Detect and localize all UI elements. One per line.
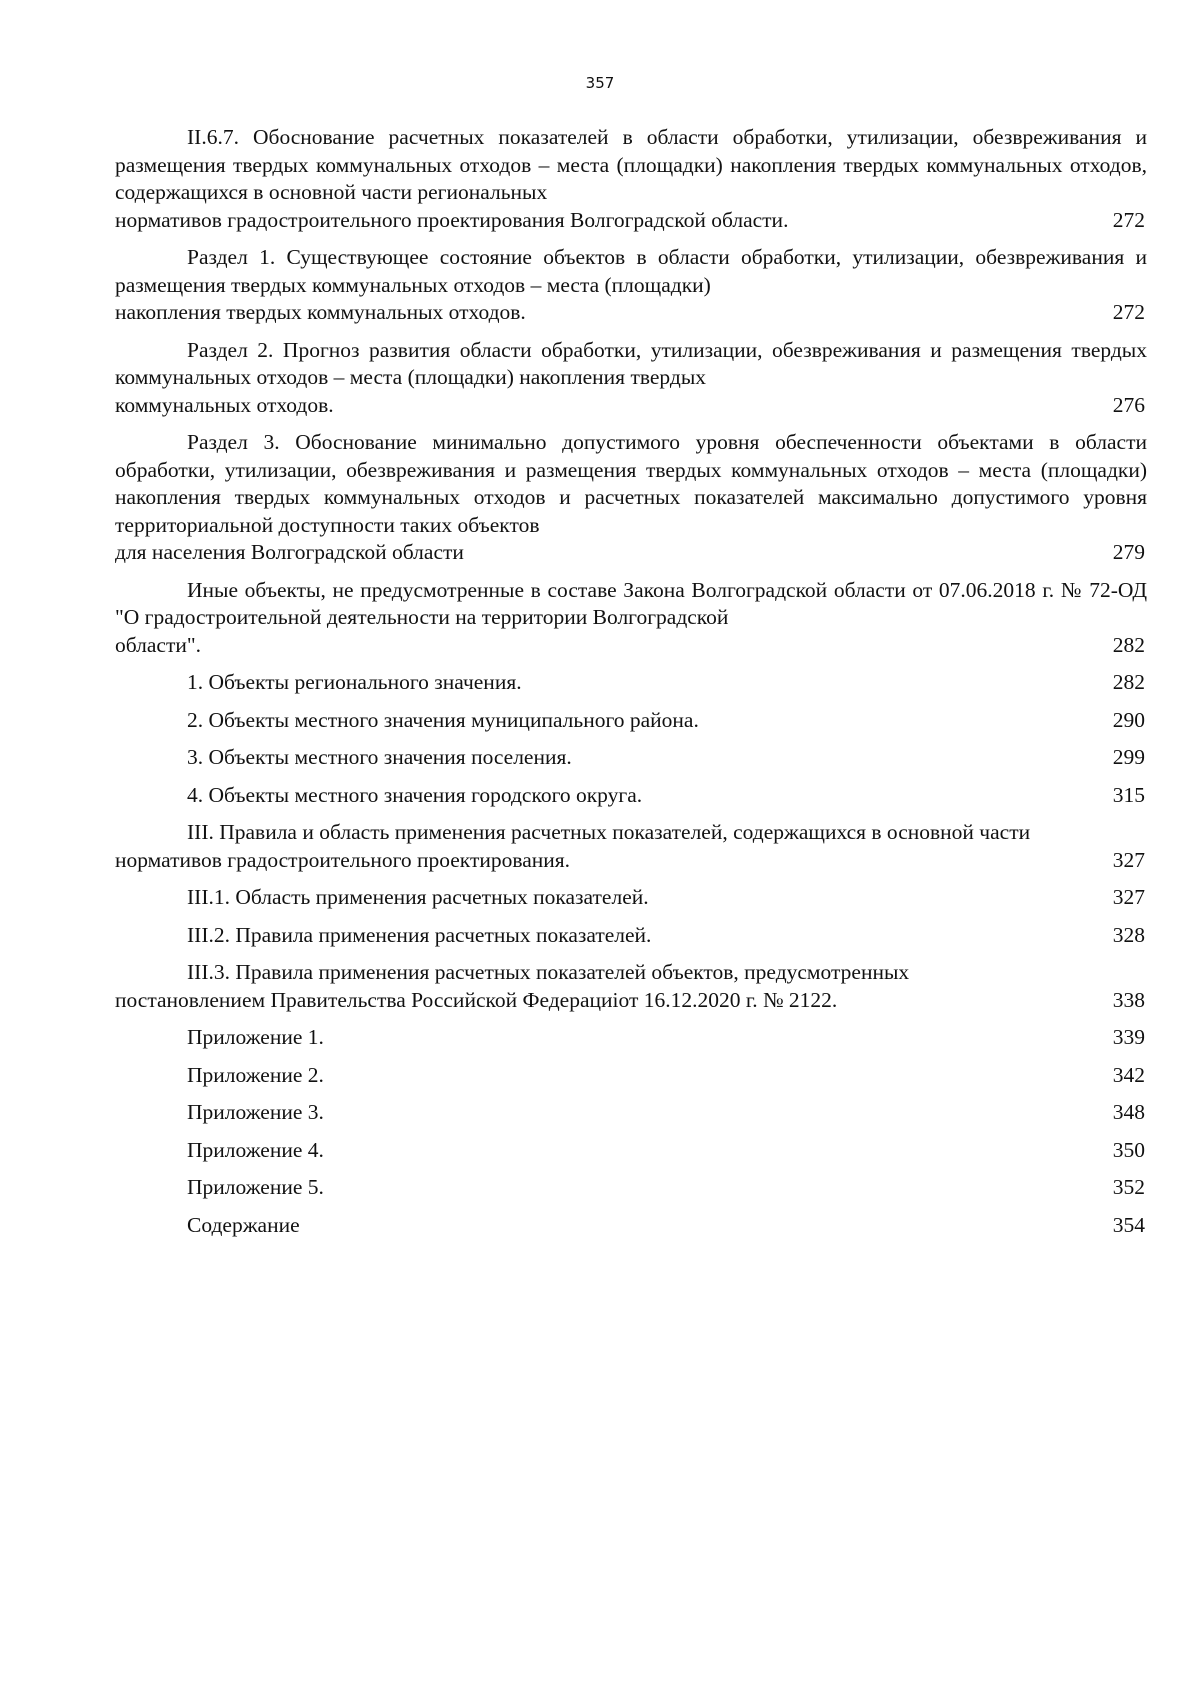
toc-page-ref: 354: [1112, 1212, 1145, 1237]
toc-page-ref: 315: [1112, 782, 1145, 807]
toc-entry-text-end: для населения Волгоградской области: [115, 540, 464, 564]
toc-entry[interactable]: [115, 1062, 1147, 1090]
toc-entry-text-end: области".: [115, 632, 202, 657]
toc-entry[interactable]: [115, 819, 1147, 874]
toc-page-ref: 327: [1112, 885, 1145, 909]
toc-entry[interactable]: [115, 337, 1147, 420]
toc-entry-text: Приложение 4.: [187, 1137, 324, 1162]
toc-page-ref: 290: [1112, 707, 1145, 732]
toc-entry-text: III. Правила и область применения расчетных показателей, содержащихся в основной части: [187, 820, 1031, 844]
toc-entry-text: Приложение 2.: [187, 1062, 324, 1087]
toc-entry-text: Иные объекты, не предусмотренные в составе Закона Волгоградской области от 07.06.2018 г. № 72-ОД "О градостроительной деятельности на территории Волгоградской: [115, 577, 1147, 629]
toc-entry[interactable]: [115, 1174, 1147, 1202]
toc-entry-text-end: коммунальных отходов.: [115, 392, 334, 417]
page-number: 357: [585, 74, 615, 92]
toc-entry-text: Приложение 5.: [187, 1175, 324, 1199]
toc-entry-text: III.2. Правила применения расчетных показателей.: [187, 922, 652, 947]
toc-entry-text: II.6.7. Обоснование расчетных показателей в области обработки, утилизации, обезвреживания и размещения твердых коммунальных отходов – места (площадки) накопления твердых коммунальных отходов, содержащихся в основной части региональных: [115, 125, 1147, 204]
toc-entry[interactable]: [115, 884, 1147, 912]
toc-page-ref: 282: [1112, 632, 1145, 657]
toc-page-ref: 352: [1112, 1175, 1145, 1199]
toc-page-ref: 272: [1112, 300, 1145, 324]
toc-entry[interactable]: [115, 959, 1147, 1014]
toc-entry[interactable]: [115, 1212, 1147, 1240]
toc-entry[interactable]: [115, 1099, 1147, 1127]
toc-page-ref: 338: [1112, 987, 1145, 1012]
toc-page-ref: 342: [1112, 1062, 1145, 1087]
toc-entry[interactable]: [115, 782, 1147, 810]
toc-entry[interactable]: [115, 1137, 1147, 1165]
toc-entry[interactable]: [115, 707, 1147, 735]
toc-page-ref: 327: [1112, 847, 1145, 872]
toc-entry[interactable]: [115, 1024, 1147, 1052]
toc-entry-text: Раздел 1. Существующее состояние объектов в области обработки, утилизации, обезвреживания и размещения твердых коммунальных отходов – места (площадки): [115, 245, 1147, 297]
table-of-contents: [115, 124, 1147, 1249]
toc-entry-text: Содержание: [187, 1212, 300, 1237]
toc-page-ref: 350: [1112, 1137, 1145, 1162]
toc-entry-text: Приложение 3.: [187, 1100, 324, 1124]
toc-entry-text: 1. Объекты регионального значения.: [187, 670, 522, 694]
toc-entry-text: 4. Объекты местного значения городского округа.: [187, 782, 643, 807]
toc-entry-text: Раздел 3. Обоснование минимально допустимого уровня обеспеченности объектами в области обработки, утилизации, обезвреживания и размещения твердых коммунальных отходов – места (площадки) накопления твердых коммунальных отходов и расчетных показателей максимально допустимого уровня территориальной доступности таких объектов: [115, 430, 1147, 537]
toc-entry-text: 2. Объекты местного значения муниципального района.: [187, 707, 699, 732]
toc-entry[interactable]: [115, 744, 1147, 772]
toc-page-ref: 279: [1112, 540, 1145, 564]
toc-entry[interactable]: [115, 669, 1147, 697]
toc-entry-text-end: постановлением Правительства Российской Федерациiот 16.12.2020 г. № 2122.: [115, 987, 838, 1012]
toc-entry-text: III.1. Область применения расчетных показателей.: [187, 885, 649, 909]
toc-entry-text-end: накопления твердых коммунальных отходов.: [115, 300, 526, 324]
toc-page-ref: 272: [1112, 207, 1145, 232]
toc-page-ref: 299: [1112, 745, 1145, 769]
toc-entry[interactable]: [115, 922, 1147, 950]
toc-page-ref: 328: [1112, 922, 1145, 947]
toc-page-ref: 348: [1112, 1100, 1145, 1124]
toc-entry-text: Раздел 2. Прогноз развития области обработки, утилизации, обезвреживания и размещения твердых коммунальных отходов – места (площадки) накопления твердых: [115, 337, 1147, 389]
toc-page-ref: 339: [1112, 1025, 1145, 1049]
toc-entry-text: III.3. Правила применения расчетных показателей объектов, предусмотренных: [187, 960, 910, 984]
toc-page-ref: 282: [1112, 670, 1145, 694]
toc-entry-text: 3. Объекты местного значения поселения.: [187, 745, 572, 769]
toc-entry[interactable]: [115, 429, 1147, 567]
toc-entry-text-end: нормативов градостроительного проектирования.: [115, 847, 571, 872]
toc-entry-text-end: нормативов градостроительного проектирования Волгоградской области.: [115, 207, 789, 232]
toc-entry[interactable]: [115, 577, 1147, 660]
toc-entry-text: Приложение 1.: [187, 1025, 324, 1049]
toc-page-ref: 276: [1112, 392, 1145, 417]
toc-entry[interactable]: [115, 244, 1147, 327]
toc-entry[interactable]: [115, 124, 1147, 234]
